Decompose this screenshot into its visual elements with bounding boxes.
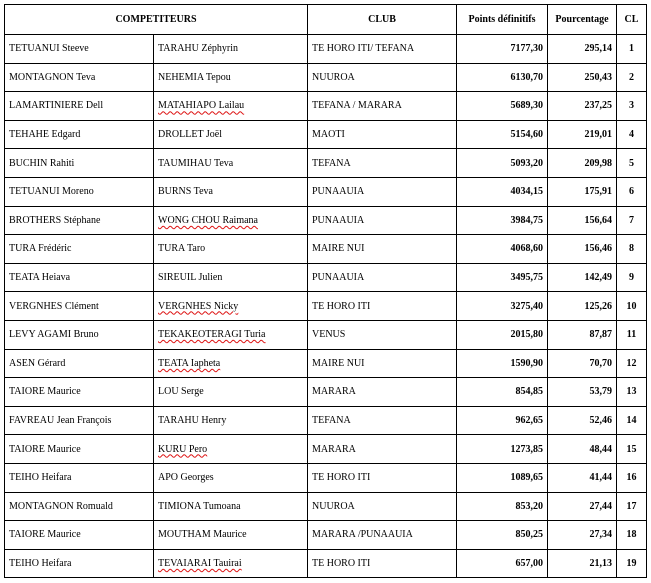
competitor-1-cell [5, 263, 154, 292]
club-text: TEFANA / MARARA [312, 100, 402, 112]
rank-text: 17 [626, 500, 637, 512]
points-text: 5154,60 [510, 129, 543, 141]
competitor-1-text: VERGNHES Clément [9, 300, 99, 312]
table-row [5, 549, 647, 578]
table-row [5, 206, 647, 235]
competitor-1-text: FAVREAU Jean François [9, 415, 112, 427]
points-text: 5093,20 [510, 157, 543, 169]
club-cell [308, 120, 457, 149]
club-cell [308, 521, 457, 550]
club-cell [308, 349, 457, 378]
rank-text: 5 [629, 157, 634, 169]
rank-text: 19 [626, 557, 637, 569]
rank-text: 11 [626, 329, 637, 341]
header-row [5, 5, 647, 35]
percentage-text: 41,44 [589, 472, 612, 484]
competitor-1-cell [5, 549, 154, 578]
club-cell [308, 463, 457, 492]
table-row [5, 149, 647, 178]
club-cell [308, 320, 457, 349]
competitor-2-cell [154, 320, 308, 349]
points-cell [457, 435, 548, 464]
percentage-text: 156,46 [584, 243, 612, 255]
percentage-cell [548, 177, 617, 206]
percentage-cell [548, 149, 617, 178]
competitor-1-cell [5, 235, 154, 264]
club-text: VENUS [312, 329, 346, 341]
percentage-cell [548, 378, 617, 407]
competitor-2-text: MOUTHAM Maurice [158, 529, 247, 541]
header-club: CLUB [308, 5, 457, 35]
competitor-2-cell [154, 35, 308, 64]
competitor-1-text: TURA Frédéric [9, 243, 72, 255]
competitor-1-text: TEATA Heiava [9, 272, 71, 284]
competitor-1-cell [5, 206, 154, 235]
table-row [5, 492, 647, 521]
rank-cell [617, 177, 647, 206]
points-cell [457, 378, 548, 407]
rank-text: 2 [629, 71, 634, 83]
table-row [5, 63, 647, 92]
competitor-2-cell [154, 492, 308, 521]
competitor-2-text: LOU Serge [158, 386, 204, 398]
points-text: 962,65 [515, 415, 543, 427]
club-cell [308, 549, 457, 578]
percentage-cell [548, 521, 617, 550]
percentage-text: 125,26 [584, 300, 612, 312]
competitor-2-text: TAUMIHAU Teva [158, 157, 234, 169]
rank-cell [617, 463, 647, 492]
percentage-text: 175,91 [584, 186, 612, 198]
points-cell [457, 35, 548, 64]
competitor-2-text: SIREUIL Julien [158, 272, 223, 284]
rank-text: 8 [629, 243, 634, 255]
competitor-1-cell [5, 149, 154, 178]
rank-cell [617, 492, 647, 521]
table-row [5, 35, 647, 64]
competitor-1-cell [5, 492, 154, 521]
table-row [5, 120, 647, 149]
points-cell [457, 406, 548, 435]
percentage-cell [548, 263, 617, 292]
points-cell [457, 63, 548, 92]
percentage-cell [548, 406, 617, 435]
competitor-1-text: TETUANUI Steeve [9, 43, 89, 55]
competitor-2-text: TEVAIARAI Tauirai [158, 557, 242, 569]
percentage-cell [548, 63, 617, 92]
points-text: 1089,65 [510, 472, 543, 484]
points-text: 4068,60 [510, 243, 543, 255]
club-cell [308, 492, 457, 521]
competitor-2-cell [154, 263, 308, 292]
table-row [5, 406, 647, 435]
percentage-cell [548, 463, 617, 492]
competitor-2-text: APO Georges [158, 472, 214, 484]
rank-cell [617, 435, 647, 464]
competitor-2-text: TARAHU Henry [158, 415, 227, 427]
results-body [5, 35, 647, 578]
percentage-cell [548, 120, 617, 149]
club-text: MARARA [312, 443, 356, 455]
rank-cell [617, 549, 647, 578]
table-row [5, 235, 647, 264]
points-text: 853,20 [515, 500, 543, 512]
competitor-1-cell [5, 35, 154, 64]
points-cell [457, 521, 548, 550]
points-text: 3495,75 [510, 272, 543, 284]
competitor-1-text: BROTHERS Stéphane [9, 214, 101, 226]
table-row [5, 292, 647, 321]
rank-cell [617, 206, 647, 235]
competitor-1-text: ASEN Gérard [9, 357, 66, 369]
competitor-2-cell [154, 549, 308, 578]
points-cell [457, 92, 548, 121]
competitor-1-text: TEHAHE Edgard [9, 129, 81, 141]
competitor-2-cell [154, 235, 308, 264]
percentage-text: 237,25 [584, 100, 612, 112]
rank-cell [617, 235, 647, 264]
points-cell [457, 120, 548, 149]
rank-text: 1 [629, 43, 634, 55]
table-row [5, 349, 647, 378]
club-text: TEFANA [312, 157, 351, 169]
club-cell [308, 235, 457, 264]
club-text: TE HORO ITI [312, 300, 371, 312]
table-row [5, 463, 647, 492]
rank-text: 18 [626, 529, 637, 541]
competitor-1-text: TAIORE Maurice [9, 529, 81, 541]
competitor-2-cell [154, 92, 308, 121]
competitor-1-text: TETUANUI Moreno [9, 186, 94, 198]
percentage-cell [548, 320, 617, 349]
rank-text: 10 [626, 300, 637, 312]
rank-text: 14 [626, 415, 637, 427]
rank-cell [617, 406, 647, 435]
rank-cell [617, 349, 647, 378]
competitor-1-text: BUCHIN Rahiti [9, 157, 75, 169]
competitor-2-text: TEATA Iapheta [158, 357, 221, 369]
competitor-1-text: LEVY AGAMI Bruno [9, 329, 99, 341]
points-cell [457, 149, 548, 178]
rank-cell [617, 120, 647, 149]
competitor-2-text: TEKAKEOTERAGI Turia [158, 329, 266, 341]
competitor-2-text: VERGNHES Nicky [158, 300, 239, 312]
table-row [5, 320, 647, 349]
club-text: MAIRE NUI [312, 357, 365, 369]
rank-cell [617, 521, 647, 550]
competitor-1-cell [5, 63, 154, 92]
competitor-2-text: KURU Pero [158, 443, 208, 455]
club-text: TE HORO ITI [312, 472, 371, 484]
table-row [5, 263, 647, 292]
club-cell [308, 177, 457, 206]
rank-text: 7 [629, 214, 634, 226]
percentage-text: 156,64 [584, 214, 612, 226]
points-cell [457, 177, 548, 206]
competitor-2-text: WONG CHOU Raimana [158, 214, 258, 226]
percentage-text: 27,34 [589, 529, 612, 541]
club-cell [308, 206, 457, 235]
club-text: MARARA [312, 386, 356, 398]
points-cell [457, 320, 548, 349]
club-cell [308, 149, 457, 178]
club-text: TE HORO ITI [312, 557, 371, 569]
competitor-2-cell [154, 63, 308, 92]
points-text: 6130,70 [510, 71, 543, 83]
competitor-2-cell [154, 435, 308, 464]
points-cell [457, 292, 548, 321]
percentage-cell [548, 292, 617, 321]
table-row [5, 177, 647, 206]
header-competiteurs: COMPETITEURS [5, 5, 308, 35]
competitor-1-text: MONTAGNON Teva [9, 71, 96, 83]
competitor-1-cell [5, 292, 154, 321]
competitor-2-cell [154, 120, 308, 149]
points-text: 2015,80 [510, 329, 543, 341]
club-text: NUUROA [312, 500, 355, 512]
points-cell [457, 492, 548, 521]
points-text: 4034,15 [510, 186, 543, 198]
rank-text: 15 [626, 443, 637, 455]
points-text: 1273,85 [510, 443, 543, 455]
percentage-cell [548, 349, 617, 378]
competitor-1-text: LAMARTINIERE Dell [9, 100, 104, 112]
table-row [5, 378, 647, 407]
rank-cell [617, 378, 647, 407]
competitor-2-cell [154, 349, 308, 378]
percentage-cell [548, 435, 617, 464]
competitor-1-cell [5, 320, 154, 349]
points-text: 850,25 [515, 529, 543, 541]
competitor-2-cell [154, 292, 308, 321]
percentage-text: 53,79 [589, 386, 612, 398]
points-text: 7177,30 [510, 43, 543, 55]
club-cell [308, 63, 457, 92]
points-cell [457, 463, 548, 492]
competitor-1-cell [5, 435, 154, 464]
competitor-2-text: TIMIONA Tumoana [158, 500, 241, 512]
competitor-1-cell [5, 349, 154, 378]
percentage-cell [548, 492, 617, 521]
percentage-cell [548, 549, 617, 578]
rank-text: 3 [629, 100, 634, 112]
rank-cell [617, 63, 647, 92]
points-cell [457, 349, 548, 378]
competitor-2-cell [154, 463, 308, 492]
club-cell [308, 92, 457, 121]
rank-cell [617, 92, 647, 121]
points-text: 657,00 [515, 557, 543, 569]
percentage-text: 250,43 [584, 71, 612, 83]
competitor-2-cell [154, 149, 308, 178]
table-row [5, 92, 647, 121]
percentage-text: 87,87 [589, 329, 612, 341]
rank-text: 6 [629, 186, 634, 198]
competitor-2-text: NEHEMIA Tepou [158, 71, 231, 83]
percentage-text: 142,49 [584, 272, 612, 284]
rank-text: 4 [629, 129, 634, 141]
rank-text: 13 [626, 386, 637, 398]
percentage-text: 219,01 [584, 129, 612, 141]
points-cell [457, 263, 548, 292]
points-text: 854,85 [515, 386, 543, 398]
competitor-1-cell [5, 177, 154, 206]
rank-cell [617, 320, 647, 349]
rank-cell [617, 149, 647, 178]
club-cell [308, 406, 457, 435]
points-text: 1590,90 [510, 357, 543, 369]
header-points: Points définitifs [457, 5, 548, 35]
table-row [5, 435, 647, 464]
points-cell [457, 235, 548, 264]
club-cell [308, 435, 457, 464]
points-cell [457, 206, 548, 235]
rank-text: 12 [626, 357, 637, 369]
club-text: MAIRE NUI [312, 243, 365, 255]
competitor-1-cell [5, 92, 154, 121]
points-text: 3275,40 [510, 300, 543, 312]
competitor-2-cell [154, 406, 308, 435]
points-text: 3984,75 [510, 214, 543, 226]
club-cell [308, 378, 457, 407]
competitor-1-text: TEIHO Heifara [9, 472, 72, 484]
competitor-2-text: BURNS Teva [158, 186, 213, 198]
competitor-2-cell [154, 521, 308, 550]
club-text: PUNAAUIA [312, 272, 365, 284]
competitor-1-cell [5, 521, 154, 550]
competitor-1-cell [5, 120, 154, 149]
competitor-2-cell [154, 206, 308, 235]
percentage-text: 48,44 [589, 443, 612, 455]
points-text: 5689,30 [510, 100, 543, 112]
competitor-2-text: MATAHIAPO Lailau [158, 100, 245, 112]
rank-cell [617, 263, 647, 292]
competitor-2-text: DROLLET Joël [158, 129, 222, 141]
club-text: TE HORO ITI/ TEFANA [312, 43, 415, 55]
table-row [5, 521, 647, 550]
competitor-1-text: TAIORE Maurice [9, 443, 81, 455]
competitor-1-cell [5, 378, 154, 407]
competitor-1-text: TAIORE Maurice [9, 386, 81, 398]
competitor-1-cell [5, 406, 154, 435]
club-text: MAOTI [312, 129, 345, 141]
header-cl: CL [617, 5, 647, 35]
percentage-text: 52,46 [589, 415, 612, 427]
competitor-1-cell [5, 463, 154, 492]
rank-cell [617, 292, 647, 321]
club-cell [308, 35, 457, 64]
club-text: PUNAAUIA [312, 214, 365, 226]
percentage-text: 209,98 [584, 157, 612, 169]
percentage-cell [548, 92, 617, 121]
club-cell [308, 263, 457, 292]
points-cell [457, 549, 548, 578]
competitor-2-text: TURA Taro [158, 243, 206, 255]
percentage-cell [548, 35, 617, 64]
rank-cell [617, 35, 647, 64]
percentage-text: 21,13 [589, 557, 612, 569]
percentage-cell [548, 206, 617, 235]
club-cell [308, 292, 457, 321]
percentage-text: 70,70 [589, 357, 612, 369]
percentage-text: 27,44 [589, 500, 612, 512]
competitor-2-cell [154, 177, 308, 206]
percentage-text: 295,14 [584, 43, 612, 55]
header-pourcentage: Pourcentage [548, 5, 617, 35]
club-text: MARARA /PUNAAUIA [312, 529, 413, 541]
club-text: PUNAAUIA [312, 186, 365, 198]
percentage-cell [548, 235, 617, 264]
club-text: NUUROA [312, 71, 355, 83]
competitor-1-text: TEIHO Heifara [9, 557, 72, 569]
competitor-2-text: TARAHU Zéphyrin [158, 43, 239, 55]
club-text: TEFANA [312, 415, 351, 427]
rank-text: 9 [629, 272, 634, 284]
competitor-1-text: MONTAGNON Romuald [9, 500, 113, 512]
competitor-2-cell [154, 378, 308, 407]
rank-text: 16 [626, 472, 637, 484]
results-table [4, 4, 647, 578]
